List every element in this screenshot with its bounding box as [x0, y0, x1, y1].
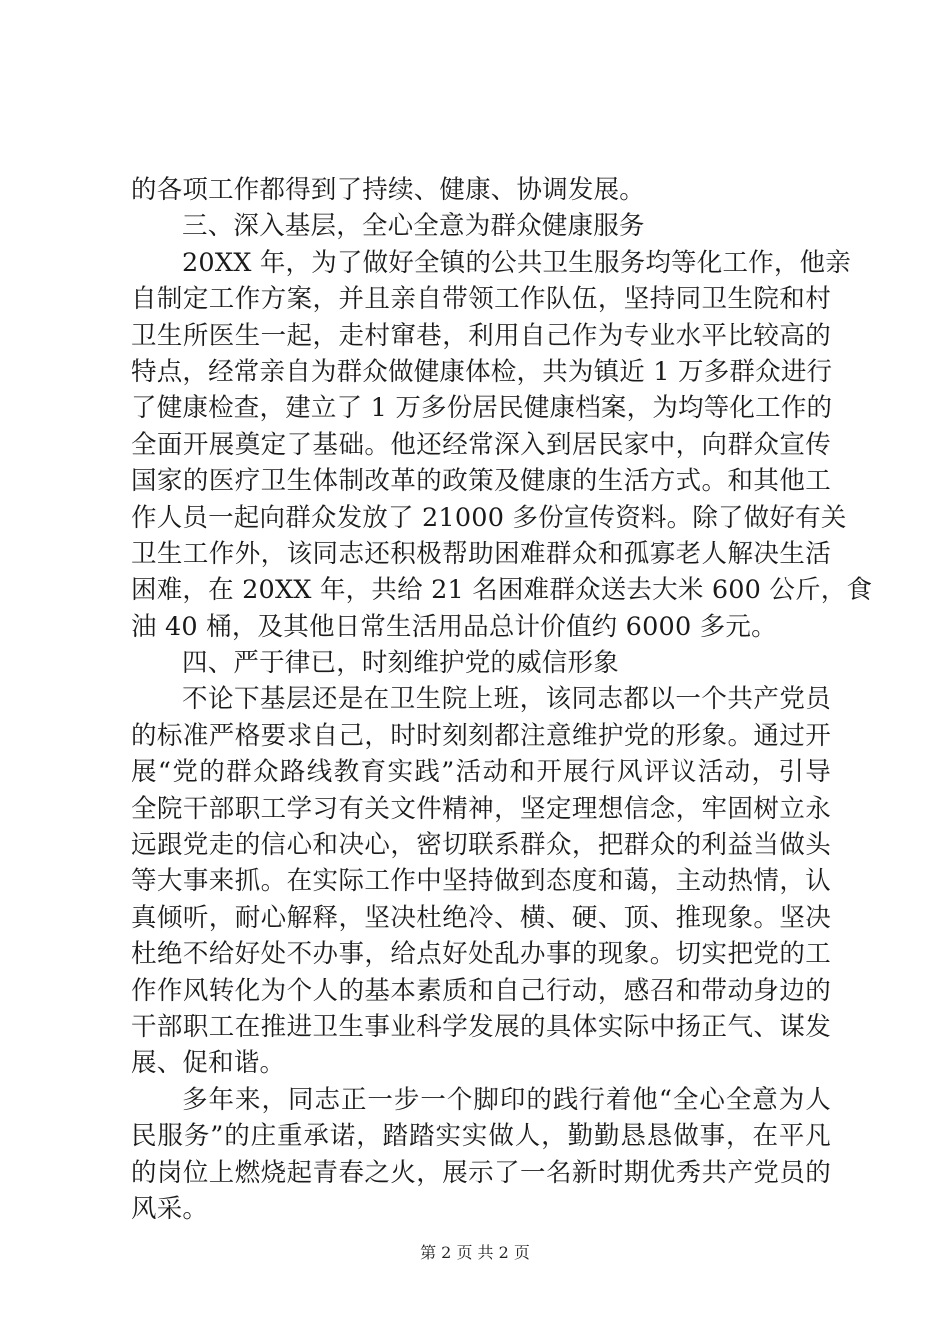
text-line: 的标准严格要求自己，时时刻刻都注意维护党的形象。通过开 [131, 720, 831, 751]
text-line: 困难，在 20XX 年，共给 21 名困难群众送去大米 600 公斤，食 [131, 575, 873, 606]
text-line: 作人员一起向群众发放了 21000 多份宣传资料。除了做好有关 [131, 502, 847, 533]
page-footer: 第 2 页 共 2 页 [420, 1243, 530, 1262]
text-line: 展、促和谐。 [131, 1048, 286, 1079]
text-line: 卫生工作外，该同志还积极帮助困难群众和孤寡老人解决生活 [131, 538, 831, 569]
text-line: 卫生所医生一起，走村窜巷，利用自己作为专业水平比较高的 [131, 320, 831, 351]
text-line: 全面开展奠定了基础。他还经常深入到居民家中，向群众宣传 [131, 429, 831, 460]
text-line: 了健康检查，建立了 1 万多份居民健康档案，为均等化工作的 [131, 393, 833, 424]
text-line: 国家的医疗卫生体制改革的政策及健康的生活方式。和其他工 [131, 466, 831, 497]
text-line: 作作风转化为个人的基本素质和自己行动，感召和带动身边的 [131, 975, 831, 1006]
text-line: 特点，经常亲自为群众做健康体检，共为镇近 1 万多群众进行 [131, 356, 833, 387]
text-line: 20XX 年，为了做好全镇的公共卫生服务均等化工作，他亲 [182, 247, 851, 278]
text-line: 真倾听，耐心解释，坚决杜绝冷、横、硬、顶、推现象。坚决 [131, 902, 831, 933]
text-line: 干部职工在推进卫生事业科学发展的具体实际中扬正气、谋发 [131, 1011, 831, 1042]
text-line: 远跟党走的信心和决心，密切联系群众，把群众的利益当做头 [131, 830, 831, 861]
text-line: 全院干部职工学习有关文件精神，坚定理想信念，牢固树立永 [131, 793, 831, 824]
text-line: 的各项工作都得到了持续、健康、协调发展。 [131, 175, 646, 205]
text-line: 民服务”的庄重承诺，踏踏实实做人，勤勤恳恳做事，在平凡 [131, 1121, 831, 1152]
text-line: 风采。 [131, 1193, 209, 1224]
text-line: 的岗位上燃烧起青春之火，展示了一名新时期优秀共产党员的 [131, 1157, 831, 1188]
document-body [131, 172, 873, 1227]
text-line: 展“党的群众路线教育实践”活动和开展行风评议活动，引导 [131, 757, 831, 788]
text-line: 三、深入基层，全心全意为群众健康服务 [182, 211, 645, 242]
text-line: 多年来，同志正一步一个脚印的践行着他“全心全意为人 [182, 1084, 831, 1115]
text-line: 不论下基层还是在卫生院上班，该同志都以一个共产党员 [182, 684, 831, 715]
text-line: 等大事来抓。在实际工作中坚持做到态度和蔼，主动热情，认 [131, 866, 831, 897]
text-line: 油 40 桶，及其他日常生活用品总计价值约 6000 多元。 [131, 611, 777, 642]
text-line: 四、严于律已，时刻维护党的威信形象 [182, 648, 619, 679]
text-line: 自制定工作方案，并且亲自带领工作队伍，坚持同卫生院和村 [131, 284, 831, 315]
text-line: 杜绝不给好处不办事，给点好处乱办事的现象。切实把党的工 [131, 939, 831, 970]
